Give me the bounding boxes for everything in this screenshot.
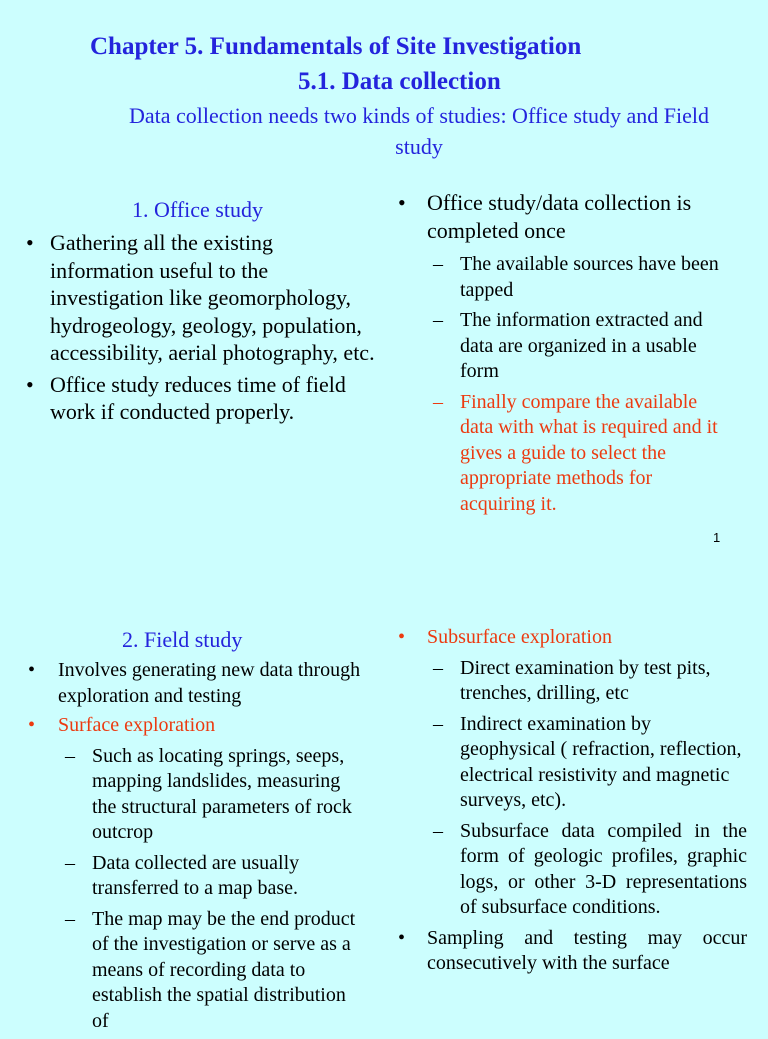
bullet-item: • Sampling and testing may occur consecutively with the surface (392, 926, 747, 977)
bullet-item-highlight: • Surface exploration (22, 713, 362, 739)
slide2-left-column (22, 626, 362, 1039)
slide1-subtitle: 5.1. Data collection (298, 68, 501, 95)
slide1-title: Chapter 5. Fundamentals of Site Investigation (90, 33, 582, 60)
slide1-right-column (392, 189, 732, 522)
bullet-item-highlight: • Subsurface exploration (392, 625, 747, 651)
sub-bullet-item: – Data collected are usually transferred to a map base. (62, 851, 362, 902)
sub-bullet-list (392, 656, 747, 921)
bullet-item: • Office study reduces time of field work if conducted properly. (20, 371, 380, 426)
sub-bullet-item: – Indirect examination by geophysical ( refraction, reflection, electrical resistivity and magnetic surveys, etc). (430, 712, 747, 814)
sub-bullet-item: – Direct examination by test pits, trenches, drilling, etc (430, 656, 747, 707)
sub-bullet-item: – Subsurface data compiled in the form of geologic profiles, graphic logs, or other 3-D representations of subsurface conditions. (430, 819, 747, 921)
sub-bullet-item: – The map may be the end product of the investigation or serve as a means of recording data to establish the spatial distribution of (62, 907, 362, 1035)
sub-bullet-list (22, 744, 362, 1035)
slide1-intro: Data collection needs two kinds of studies: Office study and Field study (128, 103, 710, 159)
sub-bullet-item: – The available sources have been tapped (430, 252, 732, 303)
page-number: 1 (713, 530, 721, 545)
field-study-heading: 2. Field study (122, 627, 243, 652)
office-study-heading: 1. Office study (132, 197, 263, 222)
bullet-item: • Office study/data collection is completed once (392, 189, 732, 244)
bullet-item: • Involves generating new data through exploration and testing (22, 658, 362, 709)
sub-bullet-item: – Such as locating springs, seeps, mapping landslides, measuring the structural parameters of rock outcrop (62, 744, 362, 846)
sub-bullet-list (392, 252, 732, 517)
bullet-item: • Gathering all the existing information useful to the investigation like geomorphology, hydrogeology, geology, population, accessibility, aerial photography, etc. (20, 229, 380, 367)
sub-bullet-item-highlight: – Finally compare the available data with what is required and it gives a guide to select the appropriate methods for acquiring it. (430, 390, 732, 518)
slide1-left-column (20, 196, 380, 430)
sub-bullet-item: – The information extracted and data are organized in a usable form (430, 308, 732, 385)
slide2-right-column (392, 625, 747, 981)
